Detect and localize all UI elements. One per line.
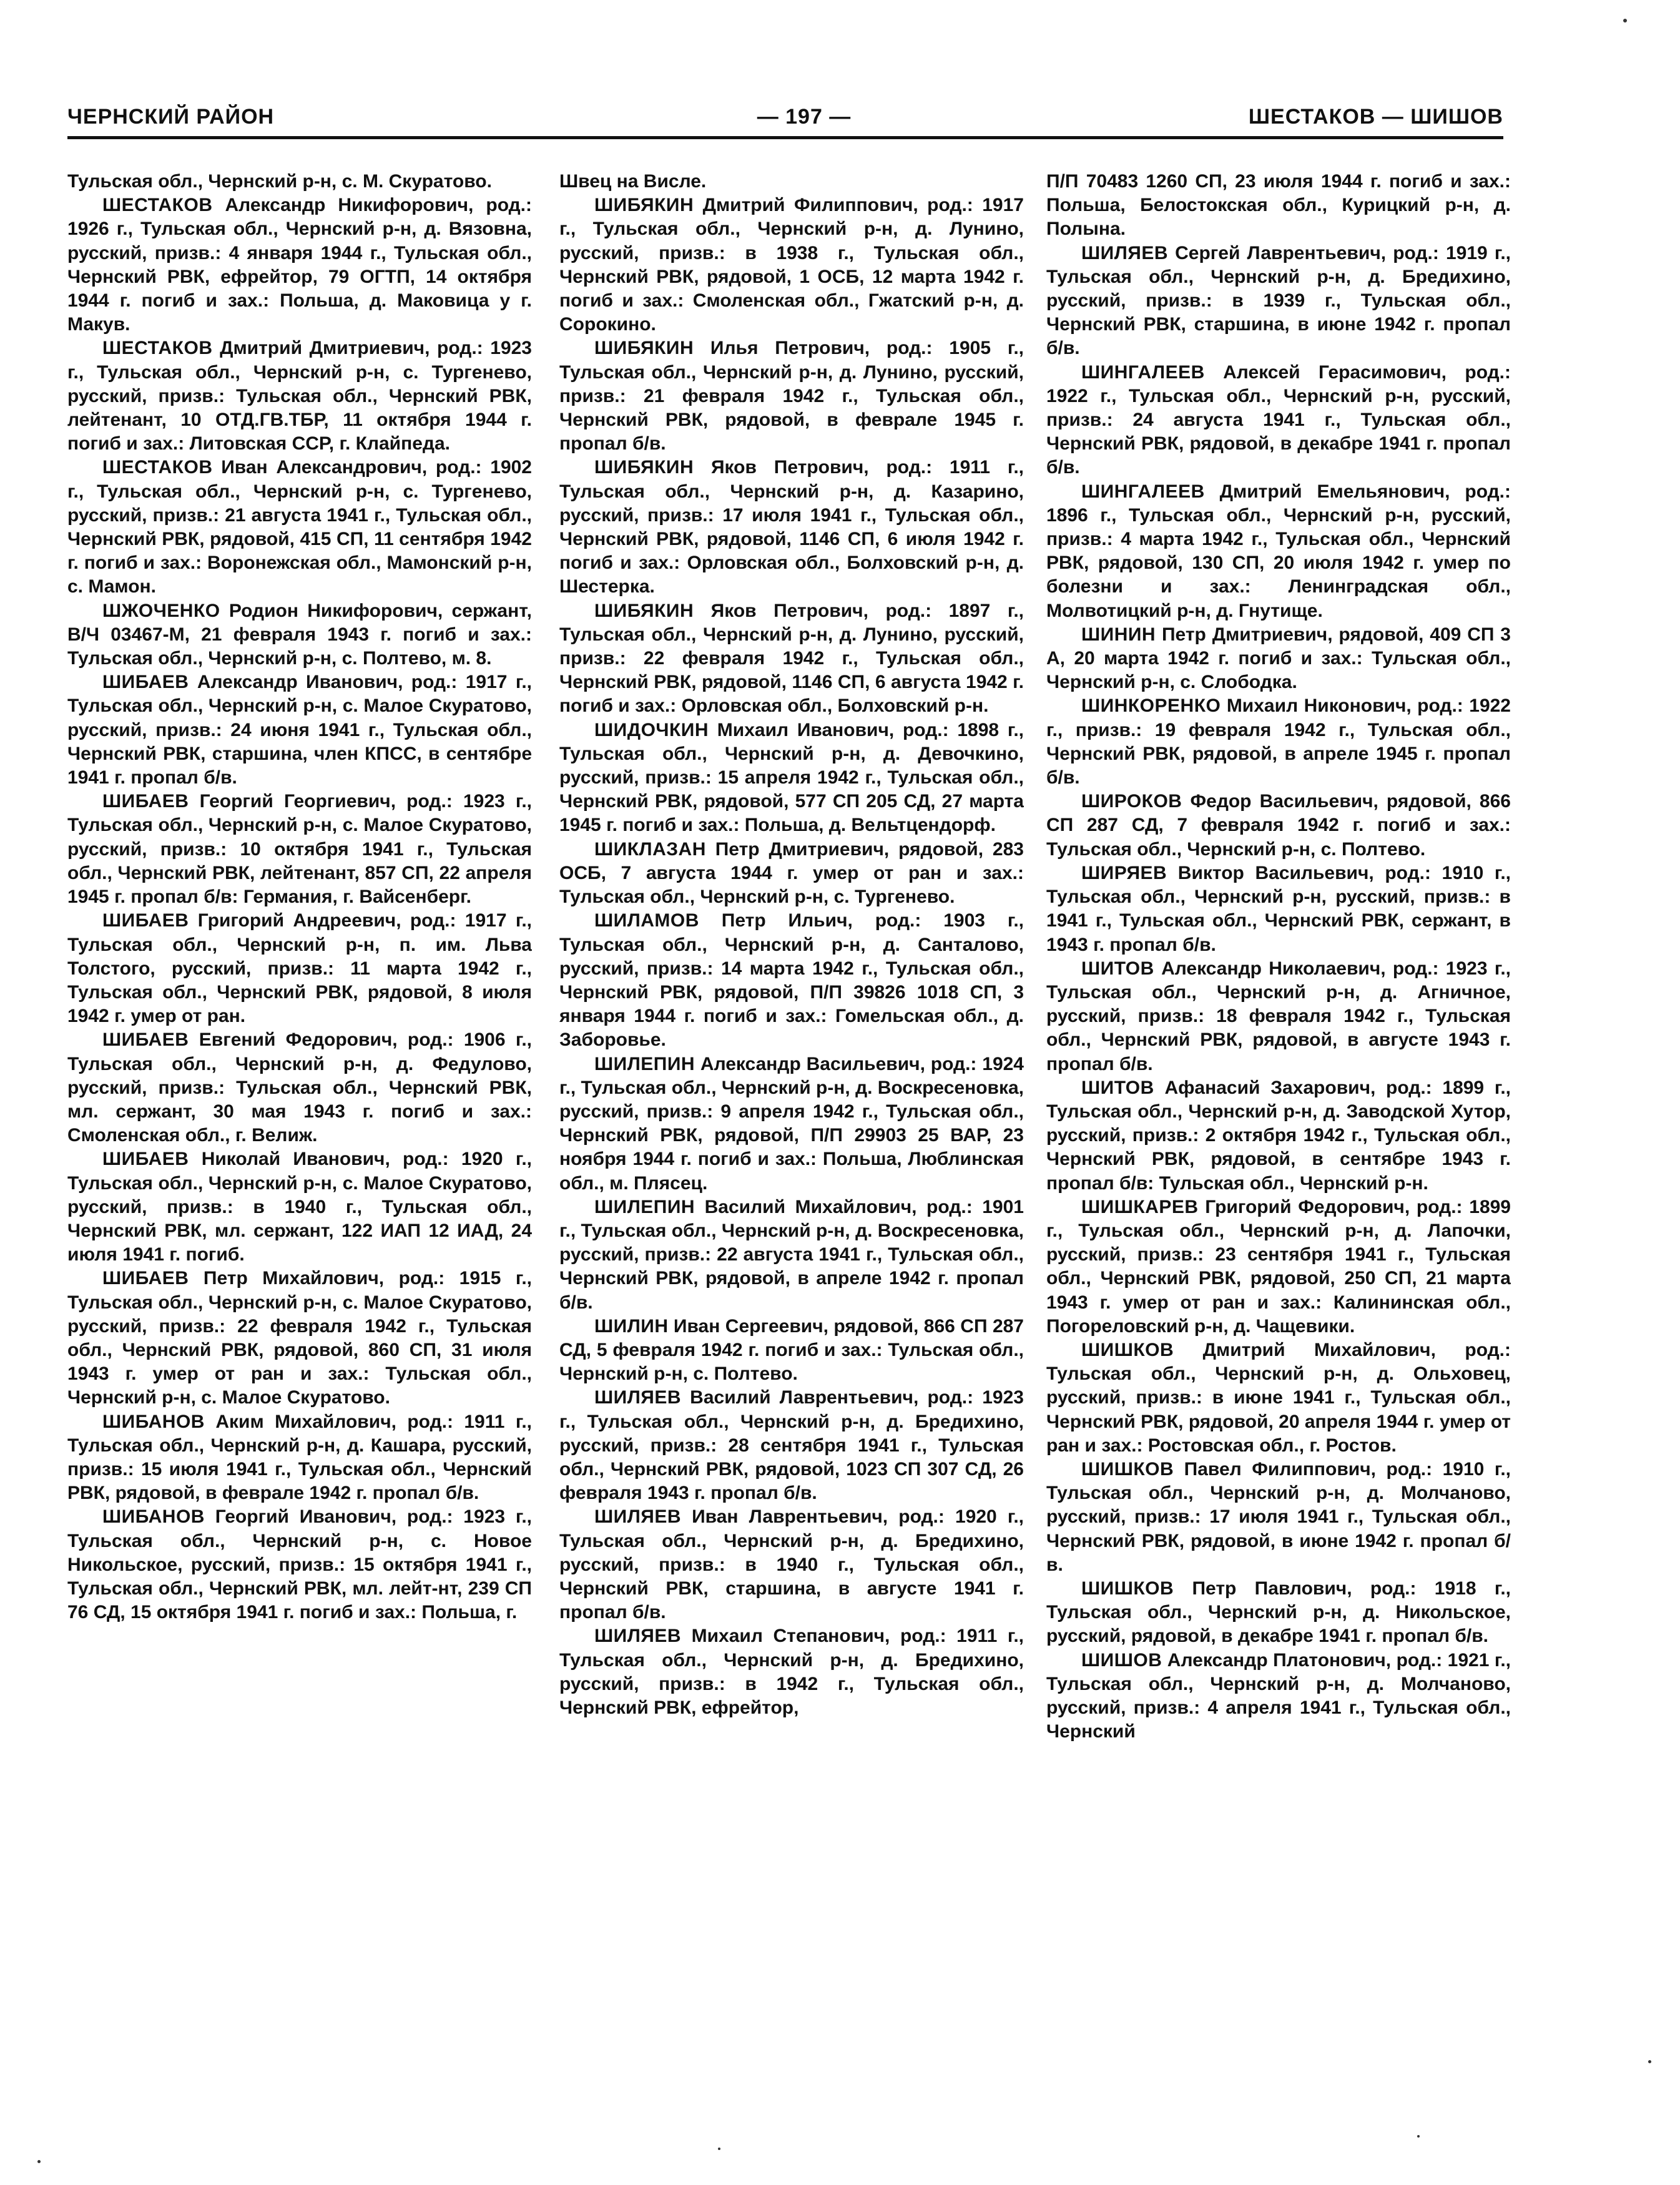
entry-text: Григорий Федорович, род.: 1899 г., Тульская обл., Чернский р-н, д. Лапочки, русский, призв.: 23 сентября 1941 г., Тульская обл., Чернский РВК, рядовой, 250 СП, 21 марта 1943 г. умер от ран и зах.: Калининская обл., Погореловский р-н, д. Чащевики. — [1046, 1196, 1511, 1337]
entry-text: Иван Лаврентьевич, род.: 1920 г., Тульская обл., Чернский р-н, д. Бредихино, русский, призв.: в 1940 г., Тульская обл., Чернский РВК, старшина, в августе 1941 г. пропал б/в. — [559, 1506, 1024, 1623]
list-item — [1046, 957, 1511, 1076]
entry-text: Михаил Степанович, род.: 1911 г., Тульская обл., Чернский р-н, д. Бредихино, русский, призв.: в 1942 г., Тульская обл., Чернский РВК, ефрейтор, — [559, 1626, 1024, 1718]
entry-surname: ШИШКОВ — [1081, 1458, 1174, 1480]
entry-text: Григорий Андреевич, род.: 1917 г., Тульская обл., Чернский р-н, п. им. Льва Толстого, русский, призв.: 11 марта 1942 г., Тульская обл., Чернский РВК, рядовой, 8 июля 1942 г. умер от ран. — [67, 910, 532, 1027]
entry-surname: ШИШКОВ — [1081, 1339, 1174, 1360]
entry-text: П/П 70483 1260 СП, 23 июля 1944 г. погиб и зах.: Польша, Белостокская обл., Курицкий р-н, д. Полына. — [1046, 171, 1511, 240]
entry-surname: ШЕСТАКОВ — [102, 338, 213, 359]
entry-text: Виктор Васильевич, род.: 1910 г., Тульская обл., Чернский р-н, русский, призв.: в 1941 г., Тульская обл., Чернский РВК, сержант, в 1943 г. пропал б/в. — [1046, 862, 1511, 955]
entry-text: Аким Михайлович, род.: 1911 г., Тульская обл., Чернский р-н, д. Кашара, русский, призв.: 15 июля 1941 г., Тульская обл., Чернский РВК, рядовой, в феврале 1942 г. пропал б/в. — [67, 1411, 532, 1504]
entry-surname: ШИЛИН — [594, 1315, 669, 1337]
entry-text: Евгений Федорович, род.: 1906 г., Тульская обл., Чернский р-н, д. Федулово, русский, призв.: Тульская обл., Чернский РВК, мл. сержант, 30 мая 1943 г. погиб и зах.: Смоленская обл., г. Велиж. — [67, 1029, 532, 1146]
entry-text: Алексей Герасимович, род.: 1922 г., Тульская обл., Чернский р-н, русский, призв.: 24 августа 1941 г., Тульская обл., Чернский РВК, рядовой, в декабре 1941 г. пропал б/в. — [1046, 361, 1511, 478]
list-item — [1046, 1458, 1511, 1577]
entry-surname: ШИБЯКИН — [594, 195, 694, 216]
list-item — [67, 1267, 532, 1410]
list-item — [559, 1386, 1024, 1505]
entry-text: Сергей Лаврентьевич, род.: 1919 г., Тульская обл., Чернский р-н, д. Бредихино, русский, призв.: в 1939 г., Тульская обл., Чернский РВК, старшина, в июне 1942 г. пропал б/в. — [1046, 242, 1511, 359]
entry-surname: ШИБЯКИН — [594, 338, 694, 359]
list-item — [1046, 623, 1511, 695]
list-item — [67, 1505, 532, 1624]
entry-text: Петр Ильич, род.: 1903 г., Тульская обл., Чернский р-н, д. Санталово, русский, призв.: 14 марта 1942 г., Тульская обл., Чернский РВК, рядовой, П/П 39826 1018 СП, 3 января 1944 г. погиб и зах.: Гомельская обл., д. Заборовье. — [559, 910, 1024, 1051]
entry-text: Яков Петрович, род.: 1897 г., Тульская обл., Чернский р-н, д. Лунино, русский, призв.: 22 февраля 1942 г., Тульская обл., Чернский РВК, рядовой, 1146 СП, 6 августа 1942 г. погиб и зах.: Орловская обл., Болховский р-н. — [559, 600, 1024, 717]
entry-text: Василий Михайлович, род.: 1901 г., Тульская обл., Чернский р-н, д. Воскресеновка, русский, призв.: 22 августа 1941 г., Тульская обл., Чернский РВК, рядовой, в апреле 1942 г. пропал б/в. — [559, 1196, 1024, 1313]
entry-surname: ШИБЯКИН — [594, 457, 694, 478]
entry-text: Александр Николаевич, род.: 1923 г., Тульская обл., Чернский р-н, д. Агничное, русский, призв.: 18 февраля 1942 г., Тульская обл., Чернский РВК, рядовой, в августе 1943 г. пропал б/в. — [1046, 958, 1511, 1074]
entry-text: Александр Платонович, род.: 1921 г., Тульская обл., Чернский р-н, д. Молчаново, русский, призв.: 4 апреля 1941 г., Тульская обл., Чернский — [1046, 1649, 1511, 1742]
entry-text: Георгий Иванович, род.: 1923 г., Тульская обл., Чернский р-н, с. Новое Никольское, русский, призв.: 15 октября 1941 г., Тульская обл., Чернский РВК, мл. лейт-нт, 239 СП 76 СД, 15 октября 1941 г. погиб и зах.: Польша, г. — [67, 1506, 532, 1623]
entry-text: Петр Дмитриевич, рядовой, 283 ОСБ, 7 августа 1944 г. умер от ран и зах.: Тульская обл., Чернский р-н, с. Тургенево. — [559, 838, 1024, 908]
entry-text: Дмитрий Дмитриевич, род.: 1923 г., Тульская обл., Чернский р-н, с. Тургенево, русский, призв.: Тульская обл., Чернский РВК, лейтенант, 10 ОТД.ГВ.ТБР, 11 октября 1944 г. погиб и зах.: Литовская ССР, г. Клайпеда. — [67, 338, 532, 454]
entry-surname: ШИБАЕВ — [102, 672, 189, 693]
list-item — [559, 1315, 1024, 1387]
entry-surname: ШИШОВ — [1081, 1649, 1162, 1671]
entry-text: Федор Васильевич, рядовой, 866 СП 287 СД, 7 февраля 1942 г. погиб и зах.: Тульская обл., Чернский р-н, с. Полтево. — [1046, 791, 1511, 860]
entry-surname: ШИБАЕВ — [102, 791, 189, 812]
entry-surname: ШИЛЯЕВ — [594, 1506, 681, 1528]
text-column-3 — [1046, 170, 1511, 2055]
entry-text: Петр Михайлович, род.: 1915 г., Тульская обл., Чернский р-н, с. Малое Скуратово, русский, призв.: 22 февраля 1942 г., Тульская обл., Чернский РВК, рядовой, 860 СП, 31 июля 1943 г. умер от ран и зах.: Тульская обл., Чернский р-н, с. Малое Скуратово. — [67, 1268, 532, 1408]
scan-speck — [37, 2160, 41, 2163]
list-item — [559, 1196, 1024, 1315]
entry-surname: ШИРОКОВ — [1081, 791, 1182, 812]
entry-surname: ШИНГАЛЕЕВ — [1081, 361, 1205, 383]
list-item — [1046, 361, 1511, 480]
entry-surname: ШИБАЕВ — [102, 1149, 189, 1170]
entry-surname: ШИНКОРЕНКО — [1081, 695, 1221, 717]
list-item — [67, 456, 532, 599]
entry-text: Иван Александрович, род.: 1902 г., Тульская обл., Чернский р-н, с. Тургенево, русский, призв.: 21 августа 1941 г., Тульская обл., Чернский РВК, рядовой, 415 СП, 11 сентября 1942 г. погиб и зах.: Воронежская обл., Мамонский р-н, с. Мамон. — [67, 457, 532, 597]
entry-text: Александр Никифорович, род.: 1926 г., Тульская обл., Чернский р-н, д. Вязовна, русский, призв.: 4 января 1944 г., Тульская обл., Чернский РВК, ефрейтор, 79 ОГТП, 14 октября 1944 г. погиб и зах.: Польша, д. Маковица у г. Макув. — [67, 195, 532, 335]
entry-text: Петр Дмитриевич, рядовой, 409 СП 3 А, 20 марта 1942 г. погиб и зах.: Тульская обл., Чернский р-н, с. Слободка. — [1046, 624, 1511, 693]
entry-surname: ШИКЛАЗАН — [594, 838, 706, 860]
entry-text: Василий Лаврентьевич, род.: 1923 г., Тульская обл., Чернский р-н, д. Бредихино, русский, призв.: 28 сентября 1941 г., Тульская обл., Чернский РВК, рядовой, 1023 СП 307 СД, 26 февраля 1943 г. пропал б/в. — [559, 1387, 1024, 1504]
entry-surname: ШИБЯКИН — [594, 600, 694, 621]
list-item — [67, 1028, 532, 1147]
list-item — [1046, 242, 1511, 361]
list-item — [67, 1410, 532, 1506]
list-item — [67, 790, 532, 909]
entry-surname: ШЕСТАКОВ — [102, 457, 213, 478]
entry-surname: ШИЛЯЕВ — [1081, 242, 1168, 263]
list-item — [559, 1505, 1024, 1624]
entry-surname: ШИБАЕВ — [102, 1268, 189, 1289]
list-item — [559, 1624, 1024, 1720]
list-item — [67, 194, 532, 336]
list-item — [1046, 1196, 1511, 1338]
entry-text: Афанасий Захарович, род.: 1899 г., Тульская обл., Чернский р-н, д. Заводской Хутор, русский, призв.: 2 октября 1942 г., Тульская обл., Чернский РВК, рядовой, в сентябре 1943 г. пропал б/в: Тульская обл., Чернский р-н. — [1046, 1077, 1511, 1194]
entry-surname: ШИДОЧКИН — [594, 719, 709, 740]
header-district: ЧЕРНСКИЙ РАЙОН — [67, 105, 275, 129]
list-item — [559, 1053, 1024, 1196]
list-item-continuation — [559, 170, 1024, 194]
list-item-continuation — [67, 170, 532, 194]
entry-text: Михаил Никонович, род.: 1922 г., призв.: 19 февраля 1942 г., Тульская обл., Чернский РВК, рядовой, в апреле 1945 г. пропал б/в. — [1046, 695, 1511, 788]
text-column-1 — [67, 170, 532, 2055]
entry-surname: ШИБАЕВ — [102, 910, 189, 931]
list-item — [1046, 694, 1511, 790]
entry-text: Александр Иванович, род.: 1917 г., Тульская обл., Чернский р-н, с. Малое Скуратово, русский, призв.: 24 июня 1941 г., Тульская обл., Чернский РВК, старшина, член КПСС, в сентябре 1941 г. пропал б/в. — [67, 672, 532, 788]
list-item — [67, 670, 532, 790]
list-item — [1046, 1076, 1511, 1196]
entry-surname: ШИЛЕПИН — [594, 1196, 695, 1217]
entry-surname: ШЖОЧЕНКО — [102, 600, 220, 621]
entry-text: Родион Никифорович, сержант, В/Ч 03467-М, 21 февраля 1943 г. погиб и зах.: Тульская обл., Чернский р-н, с. Полтево, м. 8. — [67, 600, 532, 669]
entry-text: Илья Петрович, род.: 1905 г., Тульская обл., Чернский р-н, д. Лунино, русский, призв.: 21 февраля 1942 г., Тульская обл., Чернский РВК, рядовой, в феврале 1945 г. пропал б/в. — [559, 338, 1024, 454]
list-item — [1046, 1338, 1511, 1458]
entry-text: Дмитрий Филиппович, род.: 1917 г., Тульская обл., Чернский р-н, д. Лунино, русский, призв.: в 1938 г., Тульская обл., Чернский РВК, рядовой, 1 ОСБ, 12 марта 1942 г. погиб и зах.: Смоленская обл., Гжатский р-н, д. Сорокино. — [559, 195, 1024, 335]
text-column-2 — [559, 170, 1024, 2055]
entry-surname: ШИНИН — [1081, 624, 1156, 645]
entry-surname: ШИТОВ — [1081, 1077, 1154, 1098]
list-item — [559, 599, 1024, 719]
entry-text: Павел Филиппович, род.: 1910 г., Тульская обл., Чернский р-н, д. Молчаново, русский, призв.: 17 июля 1941 г., Тульская обл., Чернский РВК, рядовой, в июне 1942 г. пропал б/в. — [1046, 1458, 1511, 1575]
text-columns — [67, 170, 1511, 2055]
list-item — [1046, 790, 1511, 862]
entry-text: Александр Васильевич, род.: 1924 г., Тульская обл., Чернский р-н, д. Воскресеновка, русский, призв.: 9 апреля 1942 г., Тульская обл., Чернский РВК, рядовой, П/П 29903 25 ВАР, 23 ноября 1944 г. погиб и зах.: Польша, Люблинская обл., м. Плясец. — [559, 1053, 1024, 1194]
header-name-range: ШЕСТАКОВ — ШИШОВ — [1248, 105, 1503, 129]
entry-text: Петр Павлович, род.: 1918 г., Тульская обл., Чернский р-н, д. Никольское, русский, рядовой, в декабре 1941 г. пропал б/в. — [1046, 1578, 1511, 1647]
entry-surname: ШИЛЯЕВ — [594, 1387, 681, 1408]
entry-surname: ШИБАНОВ — [102, 1506, 205, 1528]
page-number: — 197 — — [757, 105, 852, 129]
entry-surname: ШИНГАЛЕЕВ — [1081, 481, 1205, 502]
list-item — [559, 456, 1024, 599]
entry-text: Тульская обл., Чернский р-н, с. М. Скуратово. — [67, 171, 492, 192]
entry-text: Дмитрий Емельянович, род.: 1896 г., Тульская обл., Чернский р-н, русский, призв.: 4 марта 1942 г., Тульская обл., Чернский РВК, рядовой, 130 СП, 20 июля 1942 г. умер по болезни и зах.: Ленинградская обл., Молвотицкий р-н, д. Гнутище. — [1046, 481, 1511, 621]
list-item — [1046, 1577, 1511, 1649]
list-item — [1046, 1649, 1511, 1744]
entry-surname: ШИБАНОВ — [102, 1411, 205, 1432]
scan-speck — [1417, 2135, 1420, 2138]
list-item — [67, 909, 532, 1028]
entry-surname: ШИЛЕПИН — [594, 1053, 695, 1074]
entry-text: Швец на Висле. — [559, 171, 707, 192]
entry-surname: ШИТОВ — [1081, 958, 1154, 979]
entry-text: Иван Сергеевич, рядовой, 866 СП 287 СД, 5 февраля 1942 г. погиб и зах.: Тульская обл., Чернский р-н, с. Полтево. — [559, 1315, 1024, 1385]
entry-surname: ШИРЯЕВ — [1081, 862, 1167, 883]
list-item — [67, 1147, 532, 1267]
entry-text: Яков Петрович, род.: 1911 г., Тульская обл., Чернский р-н, д. Казарино, русский, призв.: 17 июля 1941 г., Тульская обл., Чернский РВК, рядовой, 1146 СП, 6 июля 1942 г. погиб и зах.: Орловская обл., Болховский р-н, д. Шестерка. — [559, 457, 1024, 597]
list-item — [67, 336, 532, 456]
entry-text: Дмитрий Михайлович, род.: Тульская обл., Чернский р-н, д. Ольховец, русский, призв.: в июне 1941 г., Тульская обл., Чернский РВК, рядовой, 20 апреля 1944 г. умер от ран и зах.: Ростовская обл., г. Ростов. — [1046, 1339, 1511, 1456]
list-item — [1046, 480, 1511, 623]
entry-text: Николай Иванович, род.: 1920 г., Тульская обл., Чернский р-н, с. Малое Скуратово, русский, призв.: в 1940 г., Тульская обл., Чернский РВК, мл. сержант, 122 ИАП 12 ИАД, 24 июля 1941 г. погиб. — [67, 1149, 532, 1265]
entry-surname: ШЕСТАКОВ — [102, 195, 213, 216]
entry-surname: ШИШКАРЕВ — [1081, 1196, 1199, 1217]
list-item — [559, 336, 1024, 456]
list-item — [1046, 862, 1511, 957]
entry-text: Михаил Иванович, род.: 1898 г., Тульская обл., Чернский р-н, д. Девочкино, русский, призв.: 15 апреля 1942 г., Тульская обл., Чернский РВК, рядовой, 577 СП 205 СД, 27 марта 1945 г. погиб и зах.: Польша, д. Вельтцендорф. — [559, 719, 1024, 836]
list-item — [559, 194, 1024, 336]
scan-speck — [718, 2148, 720, 2150]
entry-surname: ШИБАЕВ — [102, 1029, 189, 1051]
entry-text: Георгий Георгиевич, род.: 1923 г., Тульская обл., Чернский р-н, с. Малое Скуратово, русский, призв.: 10 октября 1941 г., Тульская обл., Чернский РВК, лейтенант, 857 СП, 22 апреля 1945 г. пропал б/в: Германия, г. Вайсенберг. — [67, 791, 532, 908]
list-item — [67, 599, 532, 671]
header-rule — [67, 136, 1503, 139]
list-item — [559, 838, 1024, 910]
list-item-continuation — [1046, 170, 1511, 242]
scan-speck — [1623, 19, 1627, 22]
list-item — [559, 909, 1024, 1052]
entry-surname: ШИЛЯЕВ — [594, 1626, 681, 1647]
entry-surname: ШИШКОВ — [1081, 1578, 1174, 1599]
entry-surname: ШИЛАМОВ — [594, 910, 699, 931]
list-item — [559, 719, 1024, 838]
running-header — [67, 100, 1503, 137]
scan-speck — [1648, 2060, 1651, 2063]
